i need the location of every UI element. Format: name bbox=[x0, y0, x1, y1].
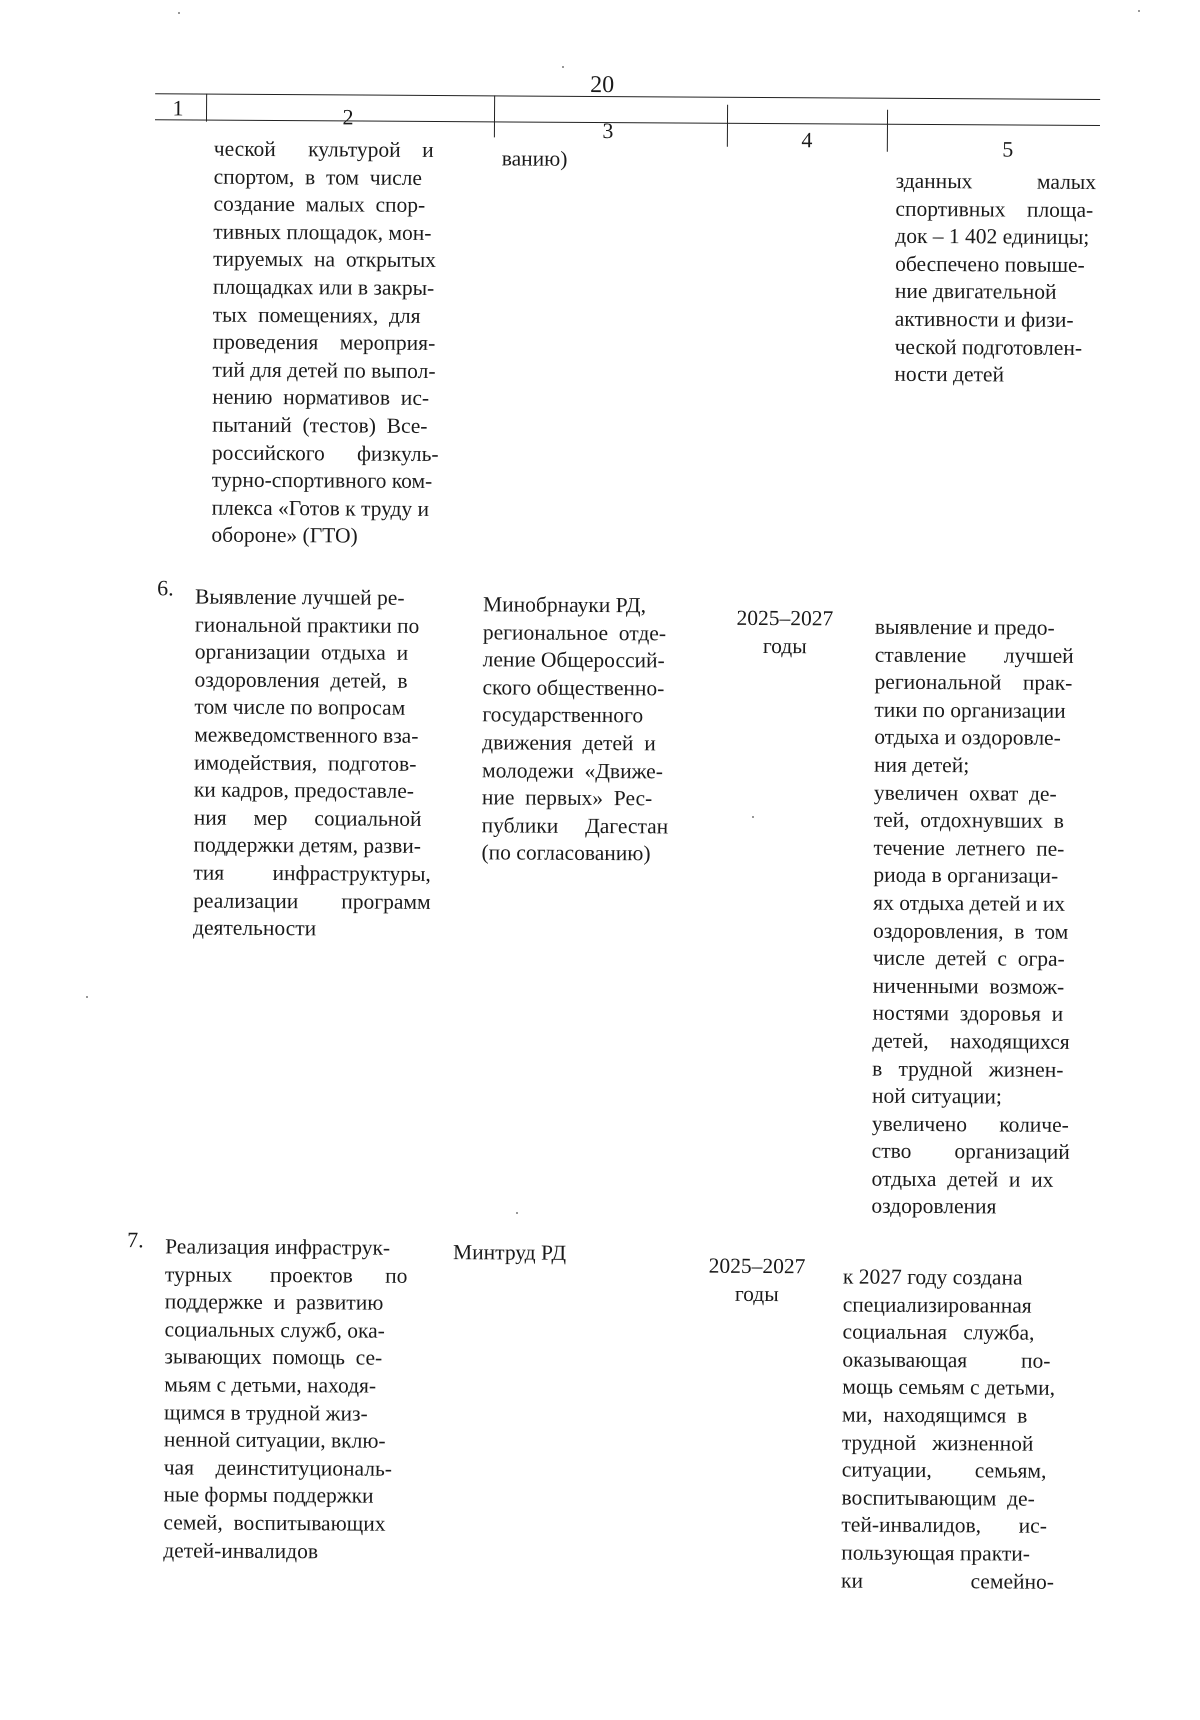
header-col-4: 4 bbox=[801, 127, 813, 153]
scan-speck bbox=[178, 12, 180, 14]
row-1-executor: ванию) bbox=[501, 146, 568, 171]
row-1-measure: ческой культурой и спортом, в том числе создание малых спор- тивных площадок, мон- тируемых на открытых площадках или в закры- тых помещениях, для проведения мероприя- тий для детей по выпол- нению нормативов ис- пытаний (тестов) Все- российского физкуль- турно-спортивного ком- плекса «Готов к труду и обороне» (ГТО) bbox=[211, 136, 439, 548]
row-7-executor: Минтруд РД bbox=[453, 1240, 567, 1265]
row-7-result: к 2027 году создана специализированная социальная служба, оказывающая по- мощь семьям с детьми, ми, находящимся в трудной жизненной ситуации, семьям, воспитывающим де- тей-инвалидов, ис- пользующая практи- ки семейно- bbox=[841, 1264, 1056, 1594]
table-header-bottom-border bbox=[155, 119, 1100, 126]
page-number: 20 bbox=[590, 71, 615, 99]
header-col-1: 1 bbox=[172, 95, 184, 121]
header-col-2: 2 bbox=[342, 104, 354, 130]
scan-speck bbox=[516, 1212, 518, 1214]
row-7-measure: Реализация инфраструк- турных проектов по поддержке и развитию социальных служб, ока- зывающих помощь се- мьям с детьми, находя- щимся в трудной жиз- ненной ситуации, вклю- чая деинституциональ- ные формы поддержки семей, воспитывающих детей-инвалидов bbox=[163, 1234, 408, 1563]
row-6-period: 2025–2027 годы bbox=[736, 605, 834, 658]
row-6-executor: Минобрнауки РД, региональное отде- ление Общероссий- ского общественно- государственного движения детей и молодежи «Движе- ние первых» Рес- публики Дагестан (по согласованию) bbox=[481, 592, 669, 866]
row-7-period: 2025–2027 годы bbox=[708, 1253, 806, 1306]
scan-speck bbox=[1138, 10, 1140, 12]
row-6-result: выявление и предо- ставление лучшей региональной прак- тики по организации отдыха и оздоровле- ния детей; увеличен охват де- тей, отдохнувших в течение летнего пе- риода в организаци- ях отдыха детей и их оздоровления, в том числе детей с огра- ниченными возмож- ностями здоровья и детей, находящихся в трудной жизнен- ной ситуации; увеличено количе- ство организаций отдыха детей и их оздоровления bbox=[871, 614, 1074, 1219]
scan-speck bbox=[86, 996, 88, 998]
header-col-3: 3 bbox=[602, 118, 614, 144]
header-divider-4 bbox=[887, 110, 888, 152]
header-divider-2 bbox=[494, 95, 495, 137]
header-divider-1 bbox=[206, 94, 207, 122]
header-divider-3 bbox=[727, 105, 728, 147]
header-col-5: 5 bbox=[1002, 136, 1014, 162]
row-7-number: 7. bbox=[127, 1227, 144, 1253]
row-1-result: зданных малых спортивных площа- док – 1 402 единицы; обеспечено повыше- ние двигательной активности и физи- ческой подготовлен- ности детей bbox=[894, 168, 1097, 387]
scan-speck bbox=[562, 66, 564, 68]
scan-speck bbox=[752, 816, 754, 818]
row-6-number: 6. bbox=[157, 575, 174, 601]
row-6-measure: Выявление лучшей ре- гиональной практики по организации отдыха и оздоровления детей, в том числе по вопросам межведомственного вза- имодействия, подготов- ки кадров, предоставле- ния мер социальной поддержки детям, разви- тия инфраструктуры, реализации программ деятельности bbox=[192, 584, 431, 941]
